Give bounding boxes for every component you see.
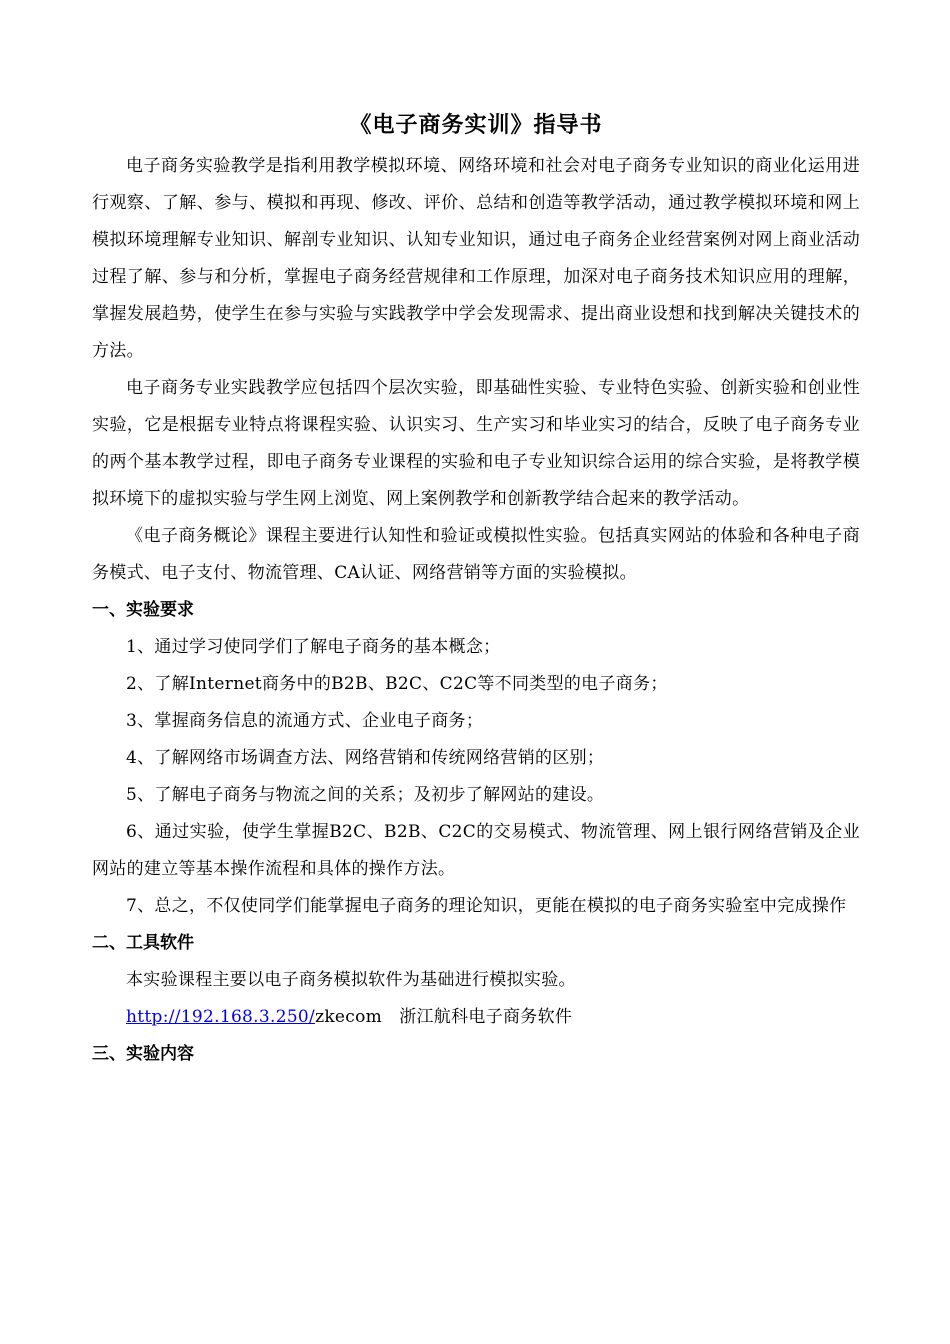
requirement-item-1: 1、通过学习使同学们了解电子商务的基本概念；	[126, 637, 501, 657]
software-link-suffix: zkecom	[315, 1007, 383, 1027]
section-heading-content: 三、实验内容	[92, 1044, 194, 1064]
intro-paragraph-3: 《电子商务概论》课程主要进行认知性和验证或模拟性实验。包括真实网站的体验和各种电子商务模式、电子支付、物流管理、CA认证、网络营销等方面的实验模拟。	[92, 526, 860, 583]
tools-description: 本实验课程主要以电子商务模拟软件为基础进行模拟实验。	[126, 970, 576, 990]
requirement-item-6: 6、通过实验，使学生掌握B2C、B2B、C2C的交易模式、物流管理、网上银行网络营销及企业网站的建立等基本操作流程和具体的操作方法。	[92, 822, 860, 879]
requirement-item-3: 3、掌握商务信息的流通方式、企业电子商务；	[126, 711, 484, 731]
intro-paragraph-2: 电子商务专业实践教学应包括四个层次实验，即基础性实验、专业特色实验、创新实验和创业性实验，它是根据专业特点将课程实验、认识实习、生产实习和毕业实习的结合，反映了电子商务专业的两个基本教学过程，即电子商务专业课程的实验和电子专业知识综合运用的综合实验，是将教学模拟环境下的虚拟实验与学生网上浏览、网上案例教学和创新教学结合起来的教学活动。	[92, 378, 860, 509]
requirement-item-7: 7、总之，不仅使同学们能掌握电子商务的理论知识，更能在模拟的电子商务实验室中完成操作	[126, 896, 847, 916]
requirement-item-5: 5、了解电子商务与物流之间的关系；及初步了解网站的建设。	[126, 785, 605, 805]
software-link-line	[92, 999, 860, 1036]
document-title: 《电子商务实训》指导书	[349, 113, 603, 138]
requirement-item-2: 2、了解Internet商务中的B2B、B2C、C2C等不同类型的电子商务；	[126, 674, 668, 694]
section-heading-tools: 二、工具软件	[92, 933, 194, 953]
intro-paragraph-1: 电子商务实验教学是指利用教学模拟环境、网络环境和社会对电子商务专业知识的商业化运用进行观察、了解、参与、模拟和再现、修改、评价、总结和创造等教学活动，通过教学模拟环境和网上模拟环境理解专业知识、解剖专业知识、认知专业知识，通过电子商务企业经营案例对网上商业活动过程了解、参与和分析，掌握电子商务经营规律和工作原理，加深对电子商务技术知识应用的理解，掌握发展趋势，使学生在参与实验与实践教学中学会发现需求、提出商业设想和找到解决关键技术的方法。	[92, 156, 860, 361]
section-heading-requirements: 一、实验要求	[92, 600, 194, 620]
software-name: 浙江航科电子商务软件	[399, 1007, 573, 1027]
requirement-item-4: 4、了解网络市场调查方法、网络营销和传统网络营销的区别；	[126, 748, 605, 768]
software-link[interactable]: http://192.168.3.250/	[126, 1007, 316, 1027]
document-page	[92, 108, 860, 1073]
